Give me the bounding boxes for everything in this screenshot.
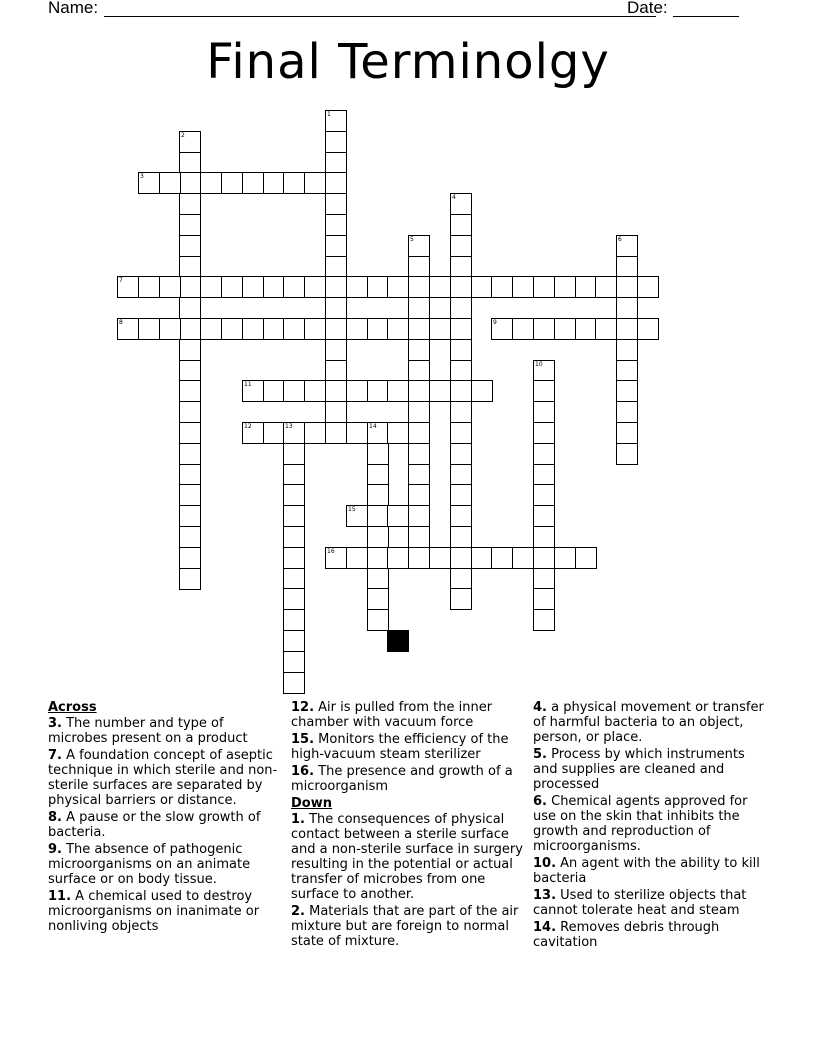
grid-cell[interactable] xyxy=(533,568,555,590)
grid-cell[interactable] xyxy=(616,297,638,319)
grid-cell[interactable] xyxy=(491,318,513,340)
clue-text: 7. A foundation concept of aseptic technique in which sterile and non-sterile surfaces are separated by physical barriers or distance. xyxy=(48,748,278,808)
grid-cell[interactable] xyxy=(512,276,534,298)
clue-number: 11 xyxy=(244,381,252,388)
clue-number: 12 xyxy=(244,423,252,430)
grid-cell[interactable] xyxy=(283,588,305,610)
grid-cell[interactable] xyxy=(346,318,368,340)
grid-cell[interactable] xyxy=(179,235,201,257)
grid-cell[interactable] xyxy=(179,568,201,590)
grid-cell[interactable] xyxy=(159,318,181,340)
grid-cell[interactable] xyxy=(221,172,243,194)
grid-cell[interactable] xyxy=(283,172,305,194)
grid-cell[interactable] xyxy=(450,214,472,236)
clue-number-label: 1. xyxy=(291,812,305,827)
grid-cell[interactable] xyxy=(179,484,201,506)
grid-cell[interactable] xyxy=(263,318,285,340)
grid-cell[interactable] xyxy=(408,505,430,527)
clue-number: 16 xyxy=(327,548,335,555)
grid-cell[interactable] xyxy=(242,422,264,444)
grid-cell[interactable] xyxy=(304,318,326,340)
grid-cell[interactable] xyxy=(408,276,430,298)
grid-cell[interactable] xyxy=(325,172,347,194)
grid-cell[interactable] xyxy=(575,276,597,298)
clue-number-label: 10. xyxy=(533,856,557,871)
grid-cell[interactable] xyxy=(450,380,472,402)
grid-cell[interactable] xyxy=(533,526,555,548)
grid-cell[interactable] xyxy=(450,360,472,382)
grid-cell[interactable] xyxy=(429,380,451,402)
grid-cell[interactable] xyxy=(242,380,264,402)
grid-cell[interactable] xyxy=(263,422,285,444)
grid-cell[interactable] xyxy=(387,505,409,527)
grid-cell[interactable] xyxy=(367,443,389,465)
grid-cell[interactable] xyxy=(283,672,305,694)
grid-cell[interactable] xyxy=(450,547,472,569)
grid-cell[interactable] xyxy=(367,276,389,298)
grid-cell[interactable] xyxy=(367,588,389,610)
grid-cell[interactable] xyxy=(346,505,368,527)
grid-cell[interactable] xyxy=(138,276,160,298)
clues-column-2 xyxy=(291,700,523,951)
grid-cell[interactable] xyxy=(283,568,305,590)
grid-cell[interactable] xyxy=(263,380,285,402)
grid-cell[interactable] xyxy=(491,276,513,298)
grid-cell[interactable] xyxy=(325,360,347,382)
clue-text: 15. Monitors the efficiency of the high-vacuum steam sterilizer xyxy=(291,732,509,762)
clue-number-label: 3. xyxy=(48,716,62,731)
grid-cell[interactable] xyxy=(491,547,513,569)
grid-cell[interactable] xyxy=(200,172,222,194)
grid-cell[interactable] xyxy=(450,484,472,506)
clue-text: 8. A pause or the slow growth of bacteria. xyxy=(48,810,261,840)
grid-cell[interactable] xyxy=(325,235,347,257)
clue-number-label: 6. xyxy=(533,794,547,809)
grid-cell[interactable] xyxy=(429,318,451,340)
grid-cell[interactable] xyxy=(408,360,430,382)
grid-cell[interactable] xyxy=(367,505,389,527)
clue-number-label: 9. xyxy=(48,842,62,857)
grid-cell[interactable] xyxy=(325,339,347,361)
grid-cell[interactable] xyxy=(179,318,201,340)
grid-cell[interactable] xyxy=(387,318,409,340)
grid-cell[interactable] xyxy=(283,422,305,444)
grid-cell[interactable] xyxy=(533,464,555,486)
grid-cell[interactable] xyxy=(367,464,389,486)
clue-text: 5. Process by which instruments and supplies are cleaned and processed xyxy=(533,747,745,792)
grid-cell[interactable] xyxy=(138,318,160,340)
grid-cell[interactable] xyxy=(387,276,409,298)
grid-cell[interactable] xyxy=(367,380,389,402)
grid-cell[interactable] xyxy=(179,380,201,402)
grid-cell[interactable] xyxy=(283,443,305,465)
grid-cell[interactable] xyxy=(450,318,472,340)
grid-cell[interactable] xyxy=(616,380,638,402)
grid-cell[interactable] xyxy=(179,131,201,153)
grid-cell[interactable] xyxy=(325,401,347,423)
grid-cell[interactable] xyxy=(263,276,285,298)
grid-cell[interactable] xyxy=(200,276,222,298)
grid-cell[interactable] xyxy=(179,297,201,319)
grid-cell[interactable] xyxy=(179,256,201,278)
grid-cell[interactable] xyxy=(325,110,347,132)
grid-cell[interactable] xyxy=(533,484,555,506)
grid-cell[interactable] xyxy=(429,276,451,298)
clue-number: 3 xyxy=(140,173,144,180)
date-label: Date: xyxy=(627,0,668,17)
clue-number: 5 xyxy=(410,236,414,243)
grid-cell[interactable] xyxy=(512,547,534,569)
grid-cell[interactable] xyxy=(367,609,389,631)
clue-number: 6 xyxy=(618,236,622,243)
grid-cell[interactable] xyxy=(283,484,305,506)
grid-cell[interactable] xyxy=(179,526,201,548)
grid-cell[interactable] xyxy=(408,256,430,278)
grid-cell[interactable] xyxy=(325,276,347,298)
grid-cell[interactable] xyxy=(221,276,243,298)
clues-column-1 xyxy=(48,700,280,936)
grid-cell[interactable] xyxy=(450,297,472,319)
grid-cell[interactable] xyxy=(616,360,638,382)
grid-cell[interactable] xyxy=(616,422,638,444)
grid-cell[interactable] xyxy=(283,318,305,340)
grid-cell[interactable] xyxy=(283,609,305,631)
grid-cell[interactable] xyxy=(283,505,305,527)
clue-number: 13 xyxy=(285,423,293,430)
clue-text: 12. Air is pulled from the inner chamber with vacuum force xyxy=(291,700,493,730)
name-label: Name: xyxy=(48,0,99,17)
grid-cell[interactable] xyxy=(221,318,243,340)
grid-cell[interactable] xyxy=(179,172,201,194)
grid-cell[interactable] xyxy=(117,318,139,340)
clue-number: 14 xyxy=(369,423,377,430)
grid-cell[interactable] xyxy=(242,276,264,298)
grid-cell[interactable] xyxy=(512,318,534,340)
grid-cell[interactable] xyxy=(179,464,201,486)
grid-cell[interactable] xyxy=(533,276,555,298)
grid-cell[interactable] xyxy=(554,276,576,298)
grid-cell[interactable] xyxy=(450,588,472,610)
grid-cell[interactable] xyxy=(533,318,555,340)
grid-cell[interactable] xyxy=(408,443,430,465)
grid-cell[interactable] xyxy=(346,380,368,402)
grid-cell[interactable] xyxy=(637,276,659,298)
grid-cell[interactable] xyxy=(159,276,181,298)
grid-cell[interactable] xyxy=(367,484,389,506)
clue-text: 3. The number and type of microbes present on a product xyxy=(48,716,248,746)
grid-cell[interactable] xyxy=(450,339,472,361)
grid-cell[interactable] xyxy=(325,422,347,444)
grid-cell[interactable] xyxy=(179,547,201,569)
grid-cell[interactable] xyxy=(283,464,305,486)
grid-cell[interactable] xyxy=(616,318,638,340)
grid-cell[interactable] xyxy=(533,505,555,527)
grid-cell[interactable] xyxy=(179,360,201,382)
grid-cell[interactable] xyxy=(450,464,472,486)
grid-cell[interactable] xyxy=(367,568,389,590)
grid-cell[interactable] xyxy=(616,256,638,278)
grid-cell[interactable] xyxy=(450,526,472,548)
grid-cell[interactable] xyxy=(595,318,617,340)
clue-number: 9 xyxy=(493,319,497,326)
grid-cell[interactable] xyxy=(616,443,638,465)
grid-cell[interactable] xyxy=(367,547,389,569)
clue-number-label: 8. xyxy=(48,810,62,825)
grid-cell[interactable] xyxy=(387,547,409,569)
grid-cell[interactable] xyxy=(471,547,493,569)
grid-cell[interactable] xyxy=(367,526,389,548)
grid-cell[interactable] xyxy=(616,276,638,298)
clue-text: 11. A chemical used to destroy microorganisms on inanimate or nonliving objects xyxy=(48,889,260,934)
clue-number: 10 xyxy=(535,361,543,368)
clue-number-label: 4. xyxy=(533,700,547,715)
grid-cell[interactable] xyxy=(325,297,347,319)
grid-cell[interactable] xyxy=(283,276,305,298)
clue-number-label: 2. xyxy=(291,904,305,919)
grid-cell[interactable] xyxy=(450,443,472,465)
clue-text: 2. Materials that are part of the air mixture but are foreign to normal state of mixture. xyxy=(291,904,519,949)
grid-cell[interactable] xyxy=(325,380,347,402)
clue-number: 1 xyxy=(327,111,331,118)
grid-cell[interactable] xyxy=(450,422,472,444)
clue-text: 14. Removes debris through cavitation xyxy=(533,920,720,950)
grid-cell[interactable] xyxy=(367,318,389,340)
clue-number: 7 xyxy=(119,277,123,284)
grid-cell[interactable] xyxy=(283,380,305,402)
grid-cell[interactable] xyxy=(533,401,555,423)
grid-cell[interactable] xyxy=(179,422,201,444)
clue-number-label: 16. xyxy=(291,764,315,779)
grid-cell[interactable] xyxy=(179,505,201,527)
clue-number-label: 15. xyxy=(291,732,315,747)
grid-cell[interactable] xyxy=(179,193,201,215)
clue-number-label: 14. xyxy=(533,920,557,935)
grid-cell[interactable] xyxy=(575,547,597,569)
grid-cell[interactable] xyxy=(533,380,555,402)
grid-cell[interactable] xyxy=(450,505,472,527)
across-heading: Across xyxy=(48,700,97,715)
grid-cell[interactable] xyxy=(304,172,326,194)
grid-cell[interactable] xyxy=(179,339,201,361)
grid-cell[interactable] xyxy=(179,152,201,174)
black-cell xyxy=(387,630,409,652)
clue-text: 16. The presence and growth of a microorganism xyxy=(291,764,513,794)
grid-cell[interactable] xyxy=(242,318,264,340)
clue-number: 4 xyxy=(452,194,456,201)
grid-cell[interactable] xyxy=(408,380,430,402)
down-heading: Down xyxy=(291,796,332,811)
clue-number: 2 xyxy=(181,132,185,139)
clue-text: 10. An agent with the ability to kill bacteria xyxy=(533,856,760,886)
grid-cell[interactable] xyxy=(325,152,347,174)
grid-cell[interactable] xyxy=(616,235,638,257)
grid-cell[interactable] xyxy=(408,547,430,569)
clue-text: 1. The consequences of physical contact between a sterile surface and a non-sterile surface in surgery resulting in the potential or actual transfer of microbes from one surface to another. xyxy=(291,812,523,902)
grid-cell[interactable] xyxy=(159,172,181,194)
clue-number-label: 13. xyxy=(533,888,557,903)
grid-cell[interactable] xyxy=(304,380,326,402)
grid-cell[interactable] xyxy=(325,256,347,278)
grid-cell[interactable] xyxy=(367,422,389,444)
puzzle-title: Final Terminolgy xyxy=(206,34,610,90)
grid-cell[interactable] xyxy=(575,318,597,340)
grid-cell[interactable] xyxy=(242,172,264,194)
grid-cell[interactable] xyxy=(387,380,409,402)
grid-cell[interactable] xyxy=(554,547,576,569)
grid-cell[interactable] xyxy=(179,443,201,465)
grid-cell[interactable] xyxy=(408,422,430,444)
grid-cell[interactable] xyxy=(325,193,347,215)
grid-cell[interactable] xyxy=(533,609,555,631)
grid-cell[interactable] xyxy=(408,318,430,340)
grid-cell[interactable] xyxy=(595,276,617,298)
grid-cell[interactable] xyxy=(533,422,555,444)
grid-cell[interactable] xyxy=(471,380,493,402)
grid-cell[interactable] xyxy=(533,443,555,465)
grid-cell[interactable] xyxy=(616,401,638,423)
grid-cell[interactable] xyxy=(408,484,430,506)
grid-cell[interactable] xyxy=(346,276,368,298)
grid-cell[interactable] xyxy=(408,235,430,257)
grid-cell[interactable] xyxy=(283,547,305,569)
grid-cell[interactable] xyxy=(325,131,347,153)
clue-text: 13. Used to sterilize objects that cannot tolerate heat and steam xyxy=(533,888,747,918)
grid-cell[interactable] xyxy=(263,172,285,194)
grid-cell[interactable] xyxy=(304,422,326,444)
grid-cell[interactable] xyxy=(637,318,659,340)
grid-cell[interactable] xyxy=(346,422,368,444)
clue-number-label: 5. xyxy=(533,747,547,762)
grid-cell[interactable] xyxy=(138,172,160,194)
clue-number-label: 7. xyxy=(48,748,62,763)
clue-text: 4. a physical movement or transfer of harmful bacteria to an object, person, or place. xyxy=(533,700,764,745)
clue-text: 9. The absence of pathogenic microorganisms on an animate surface or on body tissue. xyxy=(48,842,251,887)
grid-cell[interactable] xyxy=(283,651,305,673)
grid-cell[interactable] xyxy=(408,401,430,423)
grid-cell[interactable] xyxy=(408,526,430,548)
grid-cell[interactable] xyxy=(387,422,409,444)
grid-cell[interactable] xyxy=(408,339,430,361)
grid-cell[interactable] xyxy=(346,547,368,569)
grid-cell[interactable] xyxy=(450,256,472,278)
grid-cell[interactable] xyxy=(450,401,472,423)
grid-cell[interactable] xyxy=(283,526,305,548)
grid-cell[interactable] xyxy=(408,464,430,486)
grid-cell[interactable] xyxy=(179,214,201,236)
grid-cell[interactable] xyxy=(325,318,347,340)
grid-cell[interactable] xyxy=(304,276,326,298)
grid-cell[interactable] xyxy=(450,568,472,590)
clue-number-label: 12. xyxy=(291,700,315,715)
grid-cell[interactable] xyxy=(554,318,576,340)
grid-cell[interactable] xyxy=(616,339,638,361)
grid-cell[interactable] xyxy=(533,547,555,569)
grid-cell[interactable] xyxy=(450,276,472,298)
clue-number: 8 xyxy=(119,319,123,326)
grid-cell[interactable] xyxy=(450,235,472,257)
grid-cell[interactable] xyxy=(533,588,555,610)
grid-cell[interactable] xyxy=(117,276,139,298)
grid-cell[interactable] xyxy=(408,297,430,319)
grid-cell[interactable] xyxy=(283,630,305,652)
clue-number: 15 xyxy=(348,506,356,513)
grid-cell[interactable] xyxy=(179,401,201,423)
clues-column-3 xyxy=(533,700,769,952)
grid-cell[interactable] xyxy=(200,318,222,340)
grid-cell[interactable] xyxy=(450,193,472,215)
grid-cell[interactable] xyxy=(429,547,451,569)
grid-cell[interactable] xyxy=(533,360,555,382)
grid-cell[interactable] xyxy=(325,547,347,569)
clue-text: 6. Chemical agents approved for use on the skin that inhibits the growth and reproduction of microorganisms. xyxy=(533,794,748,854)
grid-cell[interactable] xyxy=(325,214,347,236)
clue-number-label: 11. xyxy=(48,889,72,904)
grid-cell[interactable] xyxy=(179,276,201,298)
grid-cell[interactable] xyxy=(471,276,493,298)
